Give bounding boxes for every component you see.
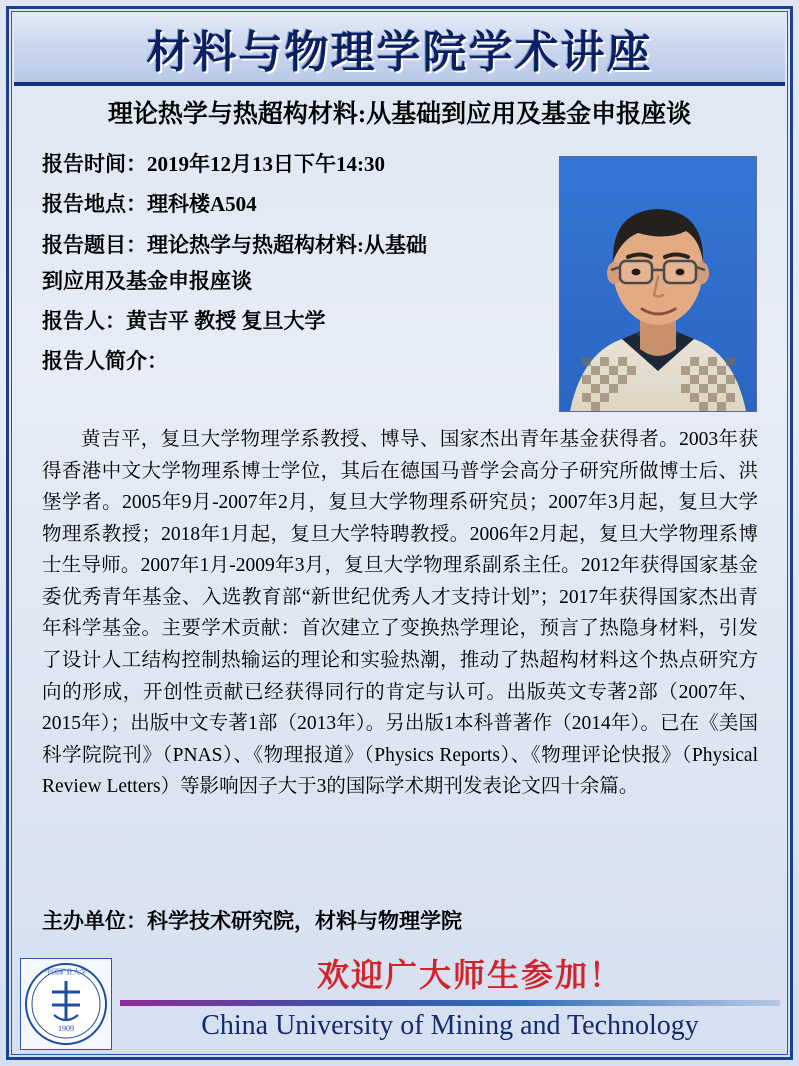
- info-row-topic: [42, 231, 542, 259]
- topic-value-continued: 到应用及基金申报座谈: [42, 269, 252, 294]
- svg-text:中国矿业大学: 中国矿业大学: [45, 968, 87, 976]
- info-row-time: [42, 150, 542, 178]
- info-row-bio-label: [42, 347, 542, 375]
- university-seal-icon: [21, 959, 111, 1049]
- speaker-value: 黄吉平 教授 复旦大学: [126, 309, 326, 334]
- place-label: 报告地点：: [42, 192, 147, 217]
- info-block: [42, 150, 542, 388]
- bio-label: 报告人简介：: [42, 349, 168, 374]
- info-row-speaker: [42, 307, 542, 335]
- place-value: 理科楼A504: [147, 192, 257, 217]
- organizer-label: 主办单位：: [42, 909, 147, 933]
- topic-value: 理论热学与热超构材料:从基础: [147, 232, 427, 257]
- banner-title: 材料与物理学院学术讲座: [146, 28, 653, 77]
- time-value: 2019年12月13日下午14:30: [147, 152, 385, 176]
- speaker-portrait-illustration: [560, 157, 756, 411]
- speaker-label: 报告人：: [42, 309, 126, 334]
- page-title: 理论热学与热超构材料:从基础到应用及基金申报座谈: [107, 101, 692, 128]
- organizer-value: 科学技术研究院，材料与物理学院: [147, 909, 462, 933]
- topic-label: 报告题目：: [42, 232, 147, 257]
- info-row-place: [42, 190, 542, 218]
- organizer-line: [42, 905, 462, 935]
- svg-text:1909: 1909: [58, 1024, 74, 1033]
- footer-university-name: China University of Mining and Technology: [201, 1010, 699, 1041]
- time-label: 报告时间：: [42, 152, 147, 176]
- footer-divider: [120, 1000, 780, 1006]
- speaker-photo: [559, 156, 757, 412]
- banner: [14, 14, 785, 86]
- university-logo: [20, 958, 112, 1050]
- welcome-message: 欢迎广大师生参加！: [316, 957, 623, 993]
- speaker-bio: 黄吉平，复旦大学物理学系教授、博导、国家杰出青年基金获得者。2003年获得香港中文大学物理系博士学位，其后在德国马普学会高分子研究所做博士后、洪堡学者。2005年9月-2007年2月，复旦大学物理系研究员；2007年3月起，复旦大学物理系教授；2018年1月起，复旦大学特聘教授。2006年2月起，复旦大学物理系博士生导师。2007年1月-2009年3月，复旦大学物理系副系主任。2012年获得国家基金委优秀青年基金、入选教育部“新世纪优秀人才支持计划”；2017年获得国家杰出青年科学基金。主要学术贡献：首次建立了变换热学理论，预言了热隐身材料，引发了设计人工结构控制热输运的理论和实验热潮，推动了热超构材料这个热点研究方向的形成，开创性贡献已经获得同行的肯定与认可。出版英文专著2部（2007年、2015年）；出版中文专著1部（2013年）。另出版1本科普著作（2014年）。已在《美国科学院院刊》（PNAS）、《物理报道》（Physics Reports）、《物理评论快报》（Physical Review Letters）等影响因子大于3的国际学术期刊发表论文四十余篇。: [42, 429, 758, 798]
